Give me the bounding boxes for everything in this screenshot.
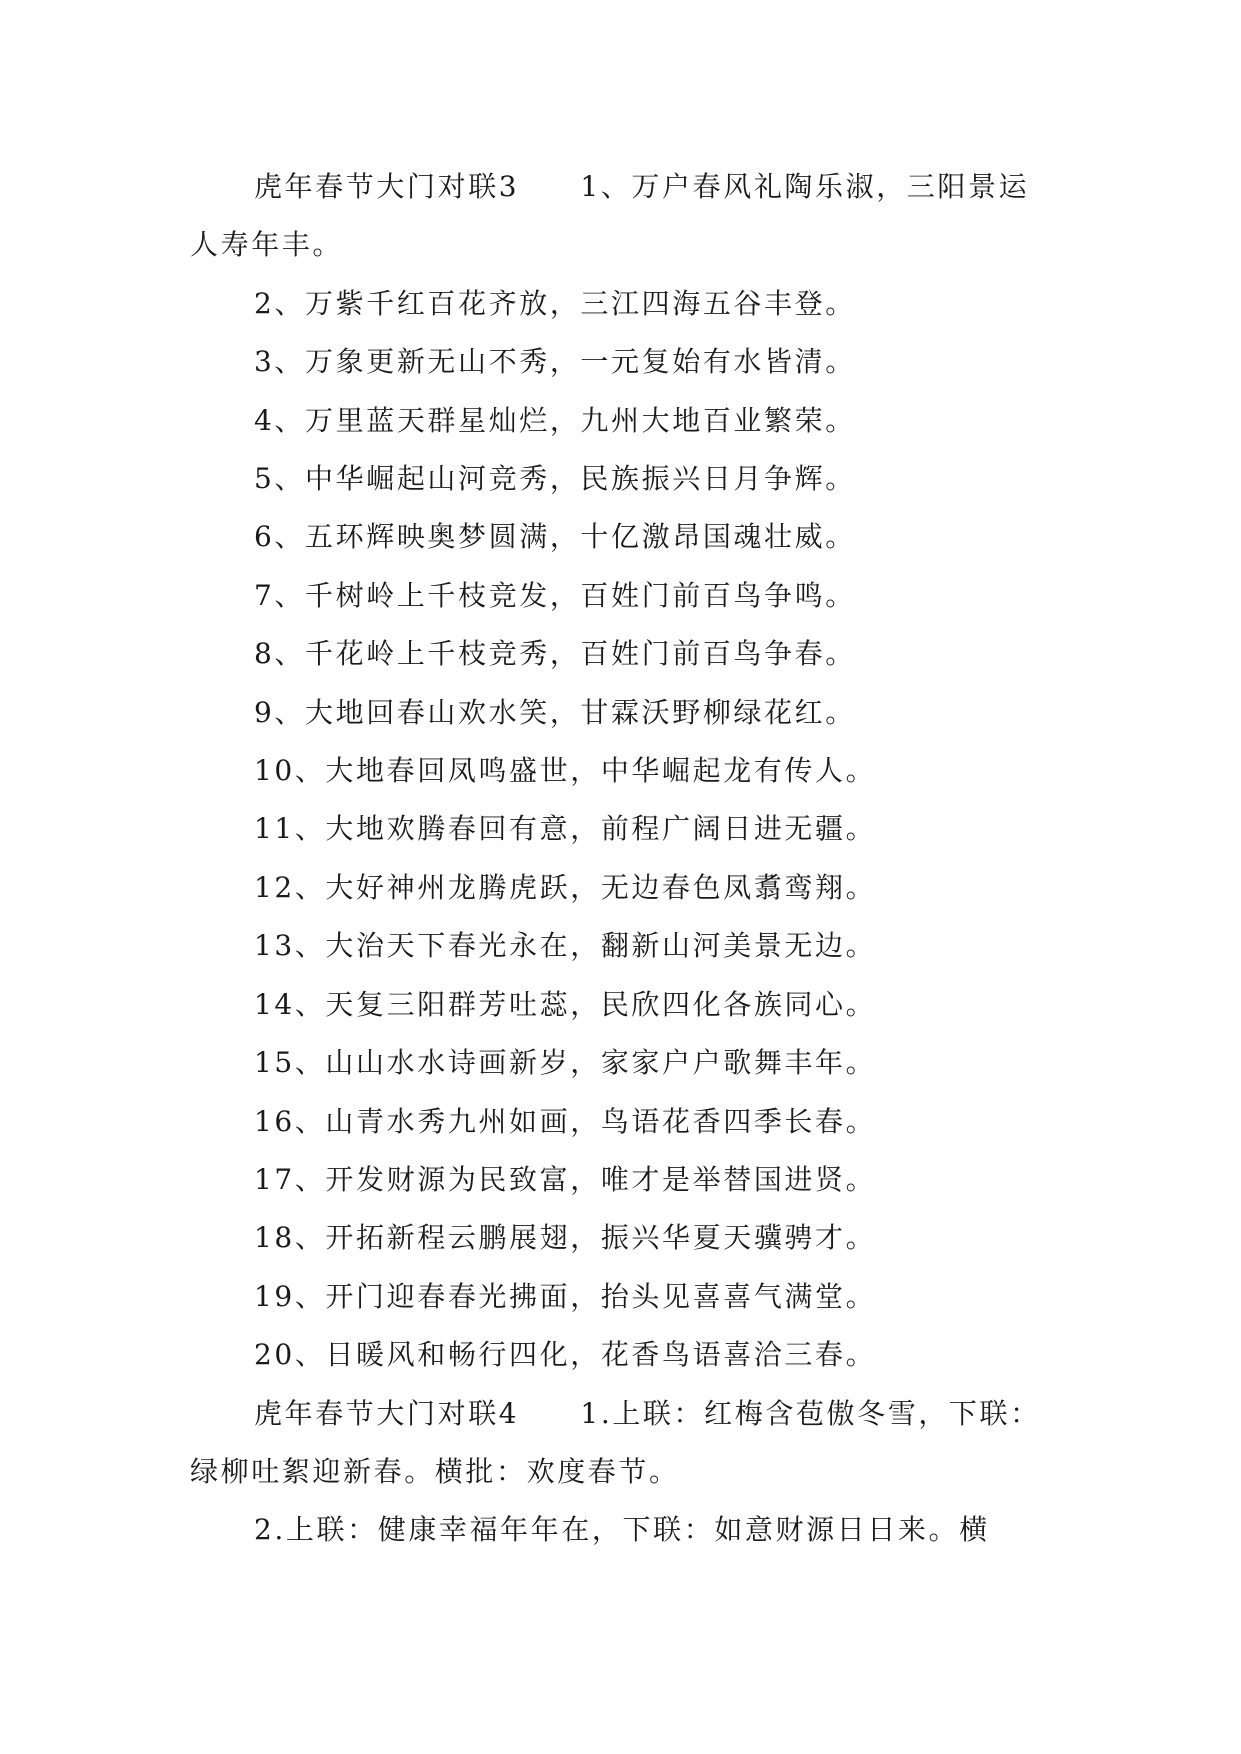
paragraph-item-15: 15、山山水水诗画新岁，家家户户歌舞丰年。 [254, 1046, 877, 1080]
paragraph-item-14: 14、天复三阳群芳吐蕊，民欣四化各族同心。 [254, 987, 877, 1021]
paragraph-item-4: 4、万里蓝天群星灿烂，九州大地百业繁荣。 [254, 403, 856, 437]
paragraph-item-7: 7、千树岭上千枝竞发，百姓门前百鸟争鸣。 [254, 578, 856, 612]
paragraph-item-11: 11、大地欢腾春回有意，前程广阔日进无疆。 [254, 812, 877, 846]
paragraph-item-17: 17、开发财源为民致富，唯才是举替国进贤。 [254, 1162, 877, 1196]
paragraph-item-12: 12、大好神州龙腾虎跃，无边春色凤翥鸾翔。 [254, 870, 877, 904]
paragraph-section-4-item-2: 2.上联：健康幸福年年在，下联：如意财源日日来。横 [254, 1513, 990, 1547]
paragraph-item-10: 10、大地春回凤鸣盛世，中华崛起龙有传人。 [254, 754, 877, 788]
paragraph-item-5: 5、中华崛起山河竞秀，民族振兴日月争辉。 [254, 462, 856, 496]
document-body [190, 158, 1052, 1560]
paragraph-item-13: 13、大治天下春光永在，翻新山河美景无边。 [254, 929, 877, 963]
paragraph-item-19: 19、开门迎春春光拂面，抬头见喜喜气满堂。 [254, 1279, 877, 1313]
paragraph-item-3: 3、万象更新无山不秀，一元复始有水皆清。 [254, 345, 856, 379]
paragraph-section-3-item-1: 虎年春节大门对联3 1、万户春风礼陶乐淑，三阳景运人寿年丰。 [190, 170, 1030, 262]
paragraph-section-4-item-1: 虎年春节大门对联4 1.上联：红梅含苞傲冬雪，下联：绿柳吐絮迎新春。横批：欢度春节。 [190, 1396, 1041, 1488]
paragraph-item-9: 9、大地回春山欢水笑，甘霖沃野柳绿花红。 [254, 695, 856, 729]
paragraph-item-6: 6、五环辉映奥梦圆满，十亿激昂国魂壮威。 [254, 520, 856, 554]
paragraph-item-2: 2、万紫千红百花齐放，三江四海五谷丰登。 [254, 286, 856, 320]
paragraph-item-18: 18、开拓新程云鹏展翅，振兴华夏天骥骋才。 [254, 1221, 877, 1255]
paragraph-item-16: 16、山青水秀九州如画，鸟语花香四季长春。 [254, 1104, 877, 1138]
paragraph-item-8: 8、千花岭上千枝竞秀，百姓门前百鸟争春。 [254, 637, 856, 671]
paragraph-item-20: 20、日暖风和畅行四化，花香鸟语喜洽三春。 [254, 1338, 877, 1372]
